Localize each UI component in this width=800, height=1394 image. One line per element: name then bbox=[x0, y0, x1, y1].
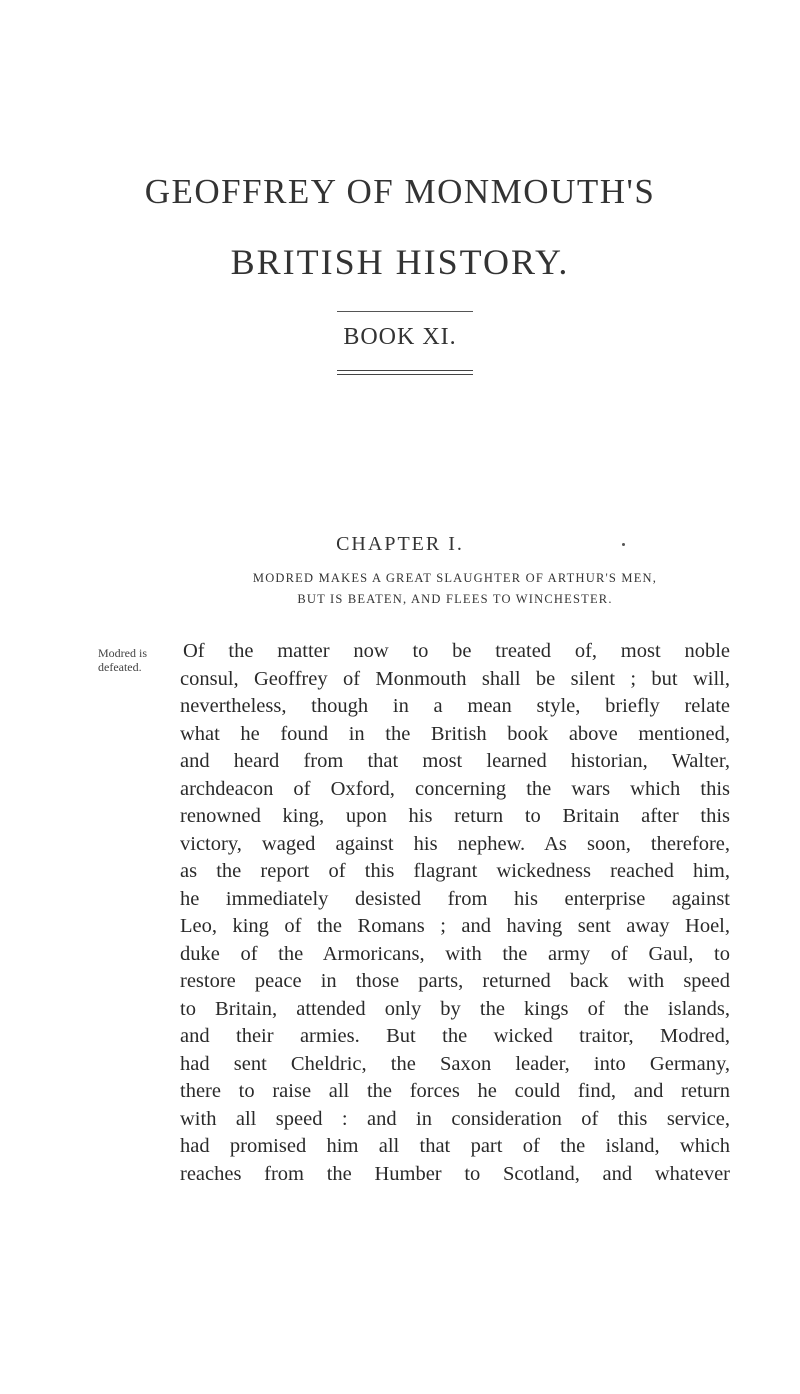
body-line: archdeacon of Oxford, concerning the wars which this bbox=[180, 777, 730, 800]
page-title-line1: GEOFFREY OF MONMOUTH'S bbox=[144, 172, 656, 211]
body-line: with all speed : and in consideration of this service, bbox=[180, 1107, 730, 1130]
body-line: there to raise all the forces he could find, and return bbox=[180, 1080, 730, 1102]
top-rule-divider bbox=[337, 311, 473, 312]
body-line: nevertheless, though in a mean style, briefly relate bbox=[180, 695, 730, 717]
body-line: what he found in the British book above mentioned, bbox=[180, 722, 730, 745]
body-line: Leo, king of the Romans ; and having sent away Hoel, bbox=[180, 915, 730, 937]
chapter-heading: CHAPTER I. bbox=[336, 533, 464, 555]
body-line: to Britain, attended only by the kings of the islands, bbox=[180, 997, 730, 1020]
body-line: duke of the Armoricans, with the army of Gaul, to bbox=[180, 942, 730, 965]
double-rule-divider bbox=[337, 370, 473, 375]
body-line: Of the matter now to be treated of, most noble bbox=[183, 640, 730, 662]
chapter-summary-line: MODRED MAKES A GREAT SLAUGHTER OF ARTHUR'S MEN, bbox=[252, 571, 658, 585]
body-line: restore peace in those parts, returned back with speed bbox=[180, 970, 730, 992]
page-title-line2: BRITISH HISTORY. bbox=[230, 242, 570, 282]
body-line: reaches from the Humber to Scotland, and whatever bbox=[180, 1162, 730, 1185]
stray-dot-mark bbox=[622, 543, 625, 546]
body-line: consul, Geoffrey of Monmouth shall be silent ; but will, bbox=[180, 667, 730, 690]
marginal-note-line: Modred is bbox=[98, 646, 147, 660]
chapter-summary-line: BUT IS BEATEN, AND FLEES TO WINCHESTER. bbox=[297, 592, 613, 606]
chapter-summary bbox=[180, 568, 730, 610]
body-line: had sent Cheldric, the Saxon leader, into Germany, bbox=[180, 1052, 730, 1075]
body-line: he immediately desisted from his enterprise against bbox=[180, 887, 730, 910]
marginal-note-line: defeated. bbox=[98, 660, 142, 674]
body-line: renowned king, upon his return to Britain after this bbox=[180, 805, 730, 827]
body-text bbox=[180, 638, 730, 1188]
body-line: had promised him all that part of the island, which bbox=[180, 1135, 730, 1157]
book-heading: BOOK XI. bbox=[343, 324, 457, 350]
marginal-note bbox=[98, 646, 173, 674]
body-line: and heard from that most learned historian, Walter, bbox=[180, 750, 730, 772]
body-line: victory, waged against his nephew. As soon, therefore, bbox=[180, 832, 730, 855]
body-line: and their armies. But the wicked traitor, Modred, bbox=[180, 1025, 730, 1047]
body-line: as the report of this flagrant wickedness reached him, bbox=[180, 860, 730, 882]
